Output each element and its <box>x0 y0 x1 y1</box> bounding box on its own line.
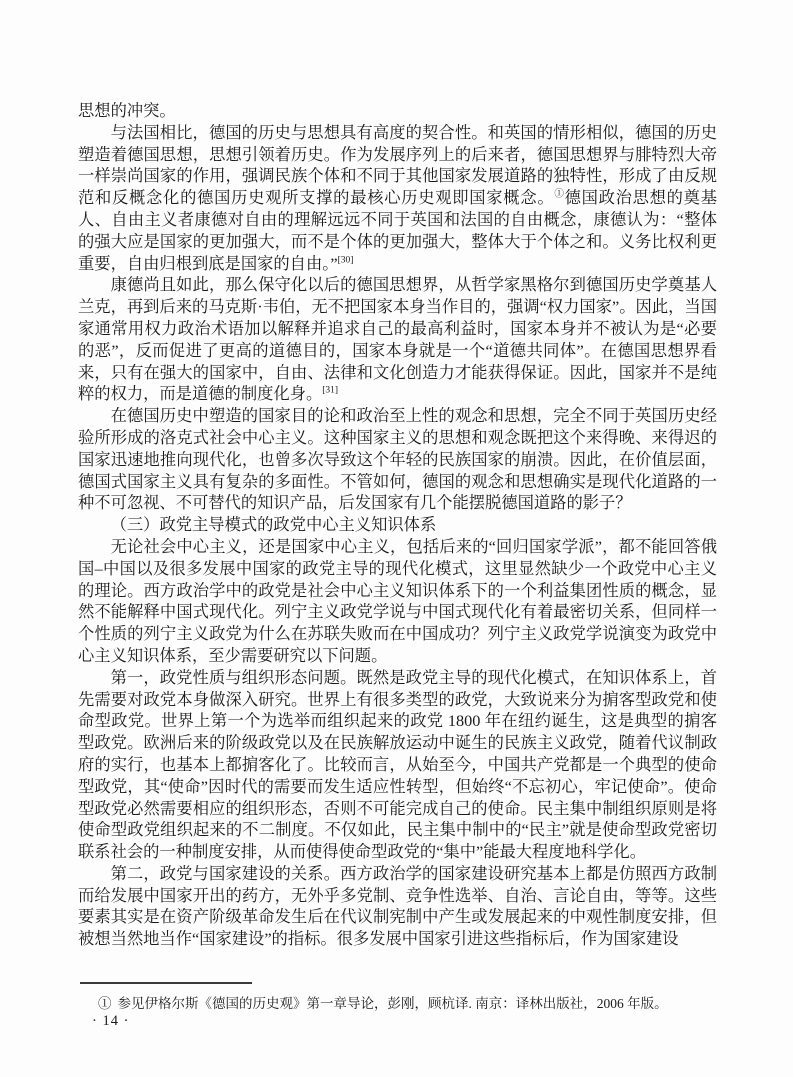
footnote <box>78 994 718 1013</box>
footnote-ref: ① <box>554 189 565 200</box>
text-run: 无论社会中心主义，还是国家中心主义，包括后来的“回归国家学派”，都不能回答俄国–中国以及很多发展中国家的政党主导的现代化模式，这里显然缺少一个政党中心主义的理论。西方政治学中的政党是社会中心主义知识体系下的一个利益集团性质的概念，显然不能解释中国式现代化。列宁主义政党学说与中国式现代化有着最密切关系，但同样一个性质的列宁主义政党为什么在苏联失败而在中国成功？列宁主义政党学说演变为政党中心主义知识体系，至少需要研究以下问题。 <box>78 536 717 665</box>
paragraph <box>78 100 717 122</box>
section-heading <box>78 514 717 536</box>
footnote-marker: ① <box>98 996 112 1011</box>
text-run: 第二，政党与国家建设的关系。西方政治学的国家建设研究基本上都是仿照西方政制而给发展中国家开出的药方，无外乎多党制、竞争性选举、自治、言论自由，等等。这些要素其实是在资产阶级革命发生后在代议制宪制中产生或发展起来的中观性制度安排，但被想当然地当作“国家建设”的指标。很多发展中国家引进这些指标后，作为国家建设 <box>78 863 717 949</box>
paragraph <box>78 863 717 950</box>
body-text <box>78 100 717 950</box>
footnote-ref: [31] <box>322 385 339 396</box>
page-number: · 14 · <box>92 1013 130 1029</box>
text-run: （三）政党主导模式的政党中心主义知识体系 <box>110 515 437 535</box>
paragraph <box>78 122 717 275</box>
footnote-text: 参见伊格尔斯《德国的历史观》第一章导论，彭刚，顾杭译. 南京：译林出版社，2006 年版。 <box>117 996 668 1011</box>
paragraph <box>78 536 717 667</box>
text-run: 思想的冲突。 <box>78 101 176 120</box>
text-run: 德国政治思想的奠基人、自由主义者康德对自由的理解远远不同于英国和法国的自由概念，康德认为：“整体的强大应是国家的更加强大，而不是个体的更加强大，整体大于个体之和。义务比权利更重要，自由归根到底是国家的自由。” <box>78 188 717 273</box>
text-run: 与法国相比，德国的历史与思想具有高度的契合性。和英国的情形相似，德国的历史塑造着德国思想，思想引领着历史。作为发展序列上的后来者，德国思想界与腓特烈大帝一样崇尚国家的作用，强调民族个体和不同于其他国家发展道路的独特性，形成了由反规范和反概念化的德国历史观所支撑的最核心历史观即国家概念。 <box>78 122 717 208</box>
footnote-divider <box>80 982 252 984</box>
footnote-ref: [30] <box>337 255 354 266</box>
paragraph <box>78 667 717 863</box>
text-run: 第一，政党性质与组织形态问题。既然是政党主导的现代化模式，在知识体系上，首先需要对政党本身做深入研究。世界上有很多类型的政党，大致说来分为掮客型政党和使命型政党。世界上第一个为选举而组织起来的政党 1800 年在纽约诞生，这是典型的掮客型政党。欧洲后来的阶级政党以及在民族解放运动中诞生的民族主义政党，随着代议制政府的实行，也基本上都掮客化了。比较而言，从始至今，中国共产党都是一个典型的使命型政党，其“使命”因时代的需要而发生适应性转型，但始终“不忘初心，牢记使命”。使命型政党必然需要相应的组织形态，否则不可能完成自己的使命。民主集中制组织原则是将使命型政党组织起来的不二制度。不仅如此，民主集中制中的“民主”就是使命型政党密切联系社会的一种制度安排，从而使得使命型政党的“集中”能最大程度地科学化。 <box>78 667 717 862</box>
paragraph <box>78 405 717 514</box>
text-run: 在德国历史中塑造的国家目的论和政治至上性的观念和思想，完全不同于英国历史经验所形成的洛克式社会中心主义。这种国家主义的思想和观念既把这个来得晚、来得迟的国家迅速地推向现代化，也曾多次导致这个年轻的民族国家的崩溃。因此，在价值层面，德国式国家主义具有复杂的多面性。不管如何，德国的观念和思想确实是现代化道路的一种不可忽视、不可替代的知识产品，后发国家有几个能摆脱德国道路的影子？ <box>78 406 717 513</box>
paragraph <box>78 274 717 405</box>
text-run: 康德尚且如此，那么保守化以后的德国思想界，从哲学家黑格尔到德国历史学奠基人兰克，再到后来的马克斯·韦伯，无不把国家本身当作目的，强调“权力国家”。因此，当国家通常用权力政治术语加以解释并追求自己的最高利益时，国家本身并不被认为是“必要的恶”，反而促进了更高的道德目的，国家本身就是一个“道德共同体”。在德国思想界看来，只有在强大的国家中，自由、法律和文化创造力才能获得保证。因此，国家并不是纯粹的权力，而是道德的制度化身。 <box>78 275 717 404</box>
